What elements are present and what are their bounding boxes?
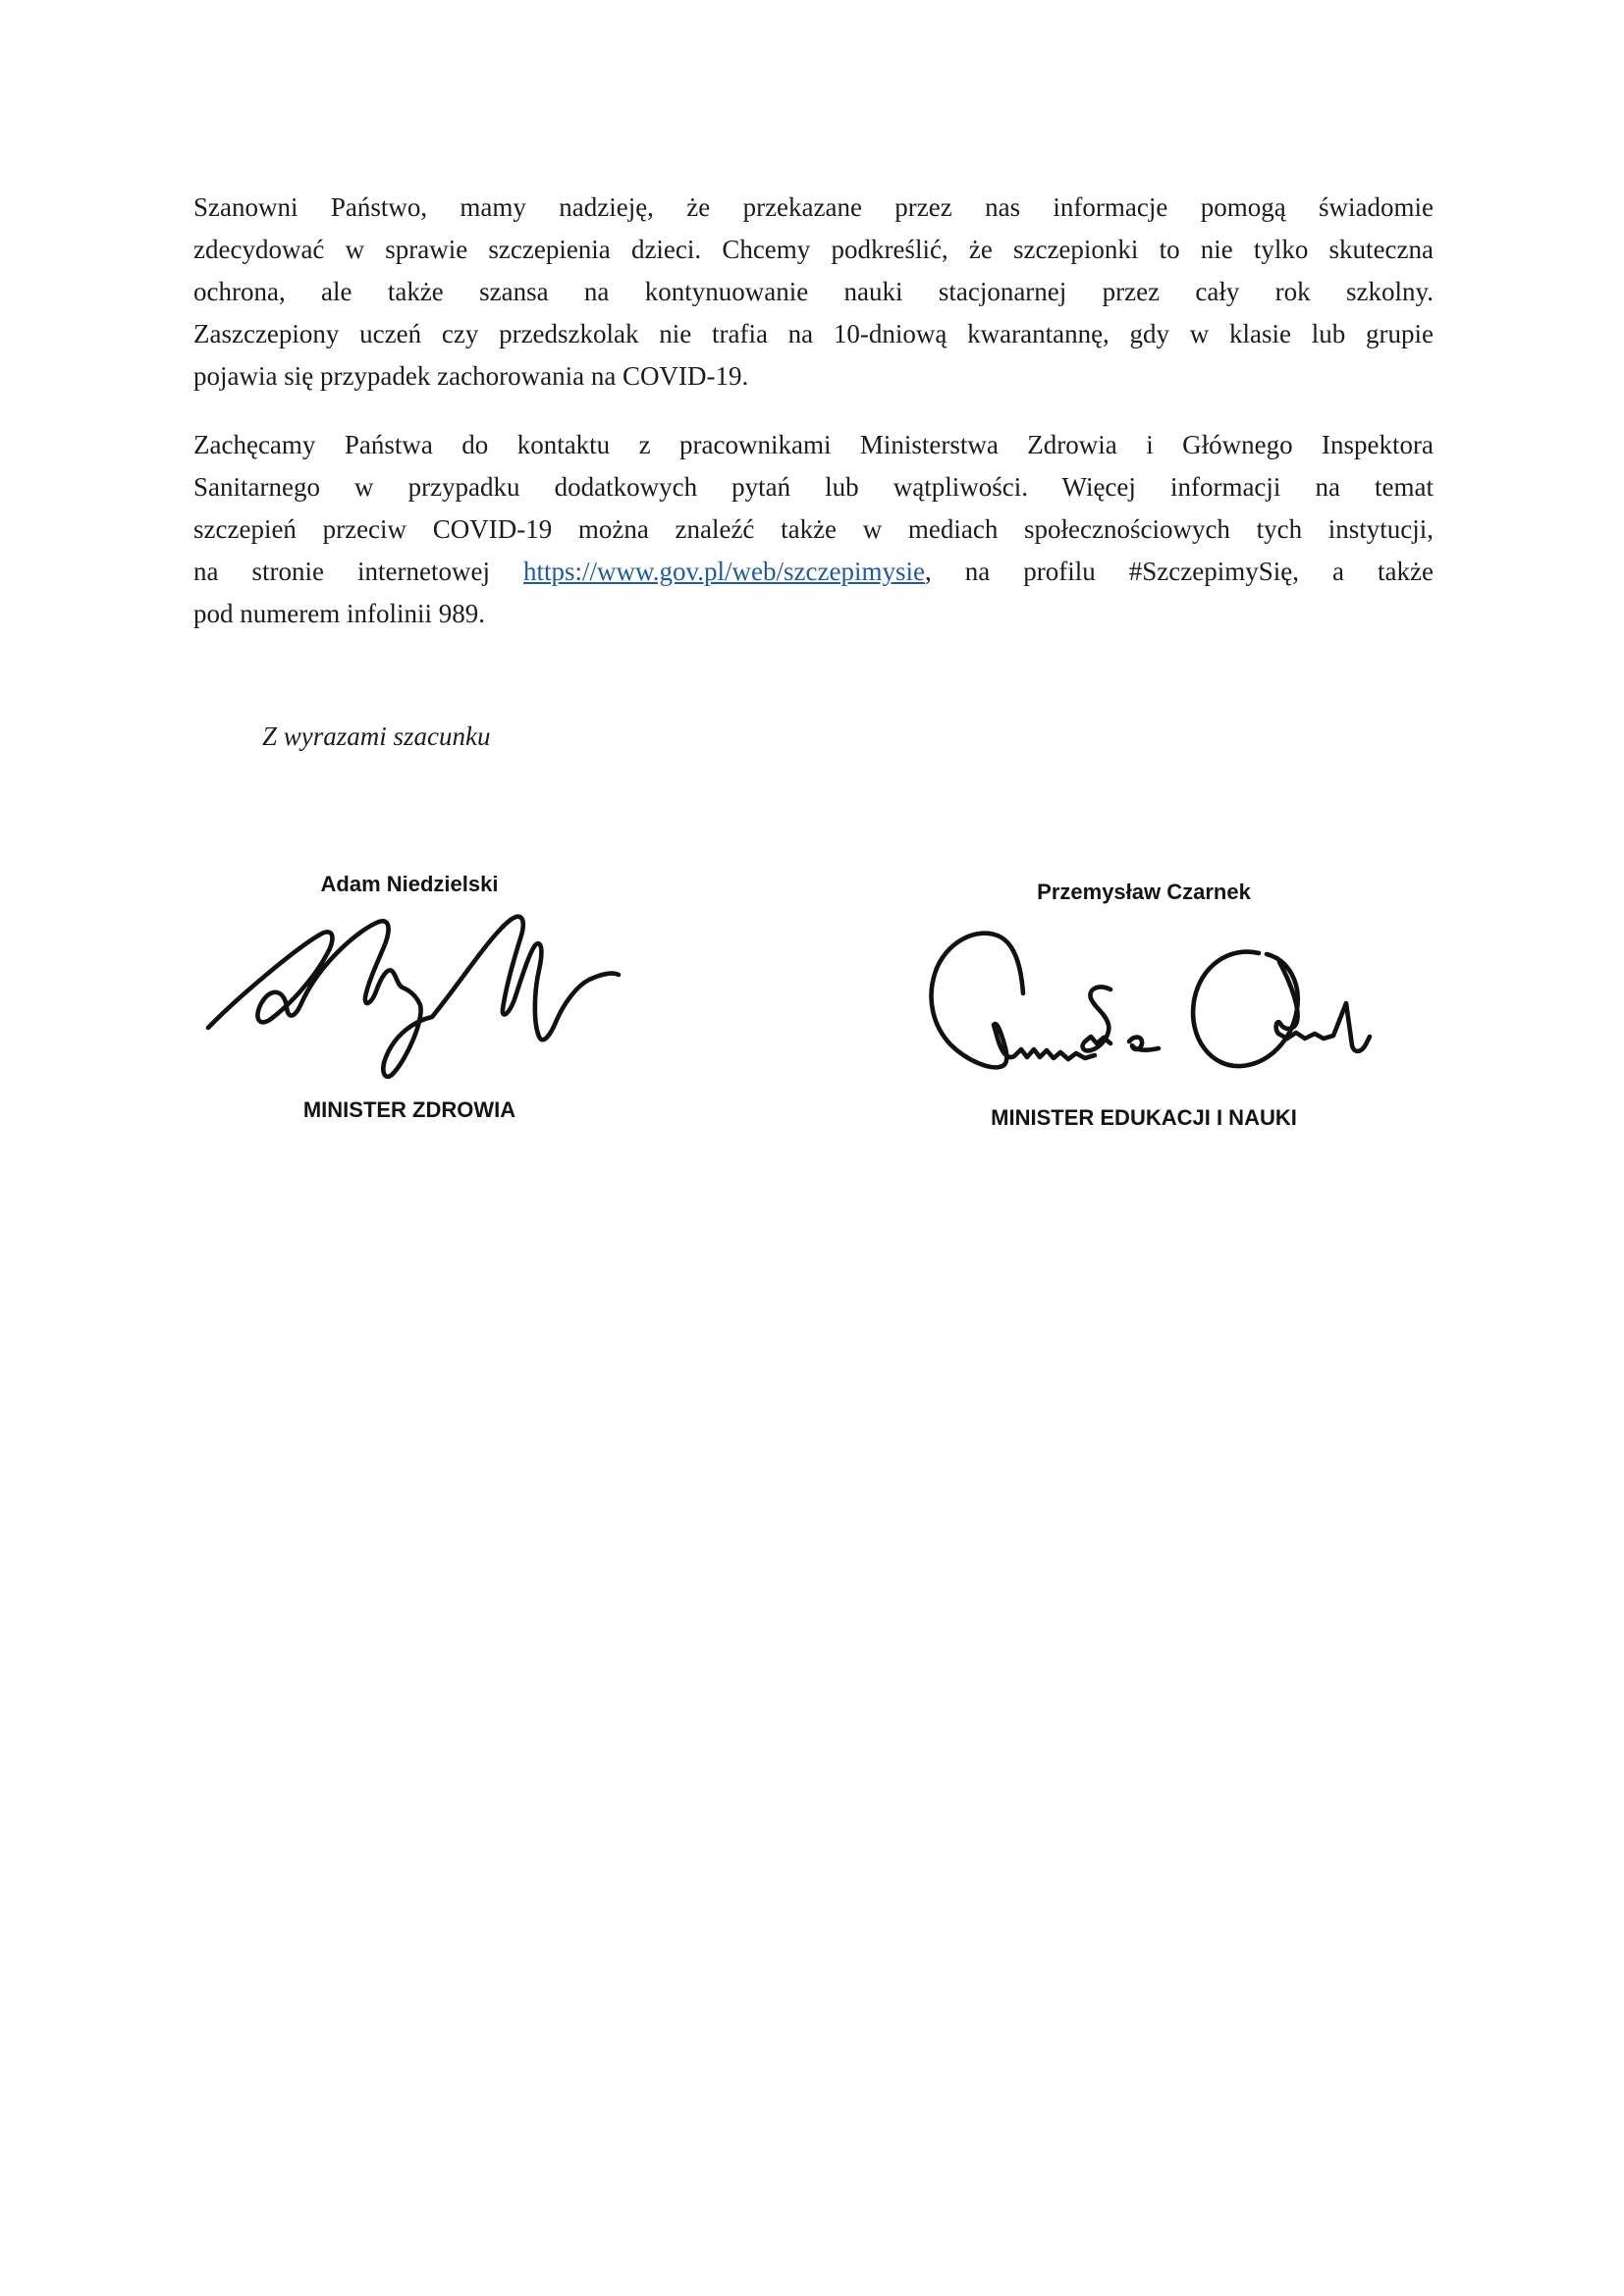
text-line: na stronie internetowej https://www.gov.pl/web/szczepimysie, na profilu #SzczepimySię, a także [193, 557, 1434, 586]
signature-przemyslaw-czarnek-icon [913, 923, 1375, 1080]
text-line: Szanowni Państwo, mamy nadzieję, że przekazane przez nas informacje pomogą świadomie [193, 192, 1434, 222]
signatory-name-przemyslaw-czarnek: Przemysław Czarnek [1037, 880, 1251, 904]
text-line: Sanitarnego w przypadku dodatkowych pytań lub wątpliwości. Więcej informacji na temat [193, 472, 1434, 502]
text-line: zdecydować w sprawie szczepienia dzieci. Chcemy podkreślić, że szczepionki to nie tylko skuteczna [193, 235, 1434, 264]
signatory-title-minister-edukacji-i-nauki: MINISTER EDUKACJI I NAUKI [991, 1105, 1297, 1130]
signature-adam-niedzielski-icon [196, 905, 628, 1092]
closing-salutation: Z wyrazami szacunku [262, 721, 491, 751]
link-gov-szczepimysie[interactable]: https://www.gov.pl/web/szczepimysie [523, 557, 925, 586]
text-line: pojawia się przypadek zachorowania na COVID-19. [193, 361, 749, 391]
signatory-title-minister-zdrowia: MINISTER ZDROWIA [302, 1097, 516, 1122]
paragraph-contact [193, 424, 1434, 635]
text-line: ochrona, ale także szansa na kontynuowanie nauki stacjonarnej przez cały rok szkolny. [193, 277, 1434, 306]
signatory-name-adam-niedzielski: Adam Niedzielski [320, 872, 499, 896]
text-line: pod numerem infolinii 989. [193, 599, 485, 628]
paragraph-intro [193, 187, 1434, 398]
text-line: Zaszczepiony uczeń czy przedszkolak nie trafia na 10-dniową kwarantannę, gdy w klasie lub grupie [193, 319, 1434, 348]
text-line: Zachęcamy Państwa do kontaktu z pracownikami Ministerstwa Zdrowia i Głównego Inspektora [193, 430, 1434, 459]
text-line: szczepień przeciw COVID-19 można znaleźć także w mediach społecznościowych tych instytucji, [193, 514, 1434, 544]
